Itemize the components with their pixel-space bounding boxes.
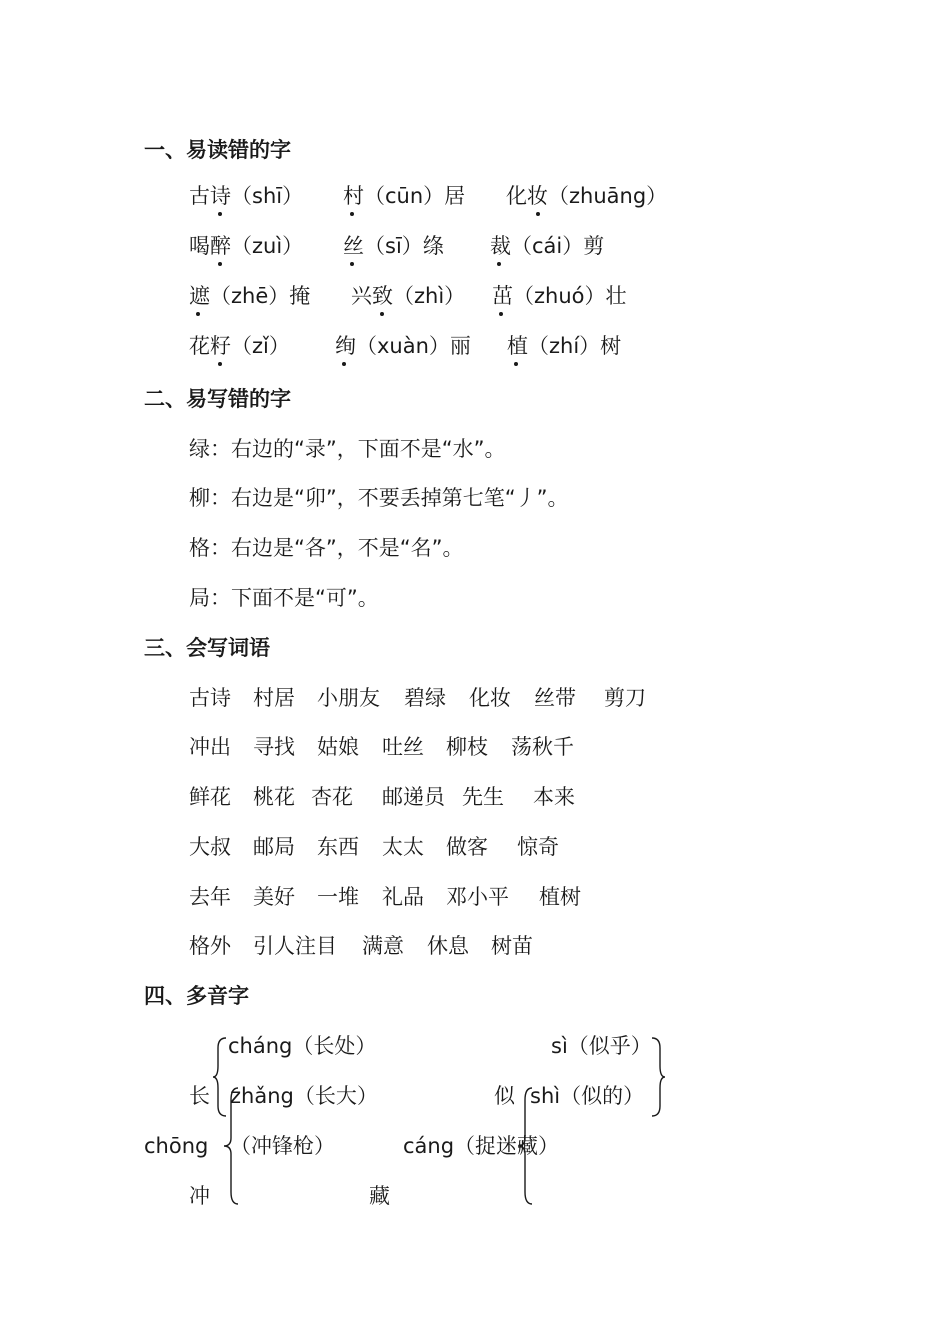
rule-line: 局：下面不是“可”。 bbox=[189, 586, 379, 610]
word: 古诗 bbox=[189, 686, 231, 710]
emphasis-dot bbox=[350, 262, 354, 266]
polyphone-reading: sì（似乎） bbox=[551, 1034, 652, 1058]
rule-line: 格：右边是“各”，不是“名”。 bbox=[189, 536, 464, 560]
pinyin-item: 化妆（zhuāng） bbox=[506, 184, 668, 208]
word: 村居 bbox=[253, 686, 295, 710]
emphasis-dot bbox=[497, 262, 501, 266]
polyphone-char: 冲 bbox=[189, 1184, 210, 1208]
word: 寻找 bbox=[253, 735, 295, 759]
polyphone-reading: shì（似的） bbox=[530, 1084, 645, 1108]
word: 吐丝 bbox=[382, 735, 424, 759]
section3-heading: 三、会写词语 bbox=[144, 636, 270, 660]
pinyin-item: 村（cūn）居 bbox=[343, 184, 466, 208]
polyphone-char: 藏 bbox=[369, 1184, 390, 1208]
word: 植树 bbox=[539, 885, 581, 909]
section1-heading: 一、易读错的字 bbox=[144, 138, 291, 162]
emphasis-dot bbox=[218, 262, 222, 266]
word: 去年 bbox=[189, 885, 231, 909]
section4-heading: 四、多音字 bbox=[144, 984, 249, 1008]
word: 引人注目 bbox=[253, 934, 337, 958]
emphasis-dot bbox=[196, 312, 200, 316]
word: 格外 bbox=[189, 934, 231, 958]
word: 小朋友 bbox=[317, 686, 380, 710]
word: 姑娘 bbox=[317, 735, 359, 759]
emphasis-dot bbox=[342, 362, 346, 366]
pinyin-item: 茁（zhuó）壮 bbox=[492, 284, 627, 308]
word: 桃花 bbox=[253, 785, 295, 809]
word: 做客 bbox=[446, 835, 488, 859]
pinyin-item: 花籽（zǐ） bbox=[189, 334, 290, 358]
pinyin-item: 兴致（zhì） bbox=[351, 284, 466, 308]
pinyin-item: 古诗（shī） bbox=[189, 184, 304, 208]
word: 丝带 bbox=[534, 686, 576, 710]
emphasis-dot bbox=[499, 312, 503, 316]
section2-heading: 二、易写错的字 bbox=[144, 387, 291, 411]
word: 东西 bbox=[317, 835, 359, 859]
word: 树苗 bbox=[491, 934, 533, 958]
left-brace-icon bbox=[514, 1086, 536, 1206]
pinyin-item: 植（zhí）树 bbox=[507, 334, 622, 358]
word: 邮递员 bbox=[382, 785, 445, 809]
word: 满意 bbox=[362, 934, 404, 958]
rule-line: 柳：右边是“卯”，不要丢掉第七笔“丿”。 bbox=[189, 486, 569, 510]
word: 柳枝 bbox=[446, 735, 488, 759]
word: 杏花 bbox=[311, 785, 353, 809]
word: 邓小平 bbox=[446, 885, 509, 909]
word: 惊奇 bbox=[517, 835, 559, 859]
word: 休息 bbox=[427, 934, 469, 958]
polyphone-char: 似 bbox=[494, 1084, 515, 1108]
word: 一堆 bbox=[317, 885, 359, 909]
word: 化妆 bbox=[469, 686, 511, 710]
word: 碧绿 bbox=[404, 686, 446, 710]
word: 邮局 bbox=[253, 835, 295, 859]
pinyin-item: 丝（sī）绦 bbox=[343, 234, 444, 258]
word: 礼品 bbox=[382, 885, 424, 909]
word: 荡秋千 bbox=[511, 735, 574, 759]
word: 美好 bbox=[253, 885, 295, 909]
word: 大叔 bbox=[189, 835, 231, 859]
word: 先生 bbox=[462, 785, 504, 809]
emphasis-dot bbox=[380, 312, 384, 316]
emphasis-dot bbox=[218, 212, 222, 216]
pinyin-item: 遮（zhē）掩 bbox=[189, 284, 311, 308]
right-brace-icon bbox=[646, 1036, 668, 1118]
pinyin-item: 喝醉（zuì） bbox=[189, 234, 304, 258]
polyphone-char: 长 bbox=[189, 1084, 210, 1108]
emphasis-dot bbox=[218, 362, 222, 366]
emphasis-dot bbox=[514, 362, 518, 366]
polyphone-reading: zhǎng（长大） bbox=[230, 1084, 378, 1108]
word: 太太 bbox=[382, 835, 424, 859]
pinyin-item: 裁（cái）剪 bbox=[490, 234, 605, 258]
word: 本来 bbox=[533, 785, 575, 809]
emphasis-dot bbox=[536, 212, 540, 216]
polyphone-reading: cáng（捉迷藏） bbox=[403, 1134, 560, 1158]
emphasis-dot bbox=[350, 212, 354, 216]
polyphone-reading: cháng（长处） bbox=[228, 1034, 377, 1058]
rule-line: 绿：右边的“录”，下面不是“水”。 bbox=[189, 437, 506, 461]
word: 冲出 bbox=[189, 735, 231, 759]
polyphone-reading: chōng bbox=[144, 1134, 209, 1158]
pinyin-item: 绚（xuàn）丽 bbox=[335, 334, 471, 358]
polyphone-reading: （冲锋枪） bbox=[230, 1134, 335, 1158]
word: 剪刀 bbox=[604, 686, 646, 710]
word: 鲜花 bbox=[189, 785, 231, 809]
